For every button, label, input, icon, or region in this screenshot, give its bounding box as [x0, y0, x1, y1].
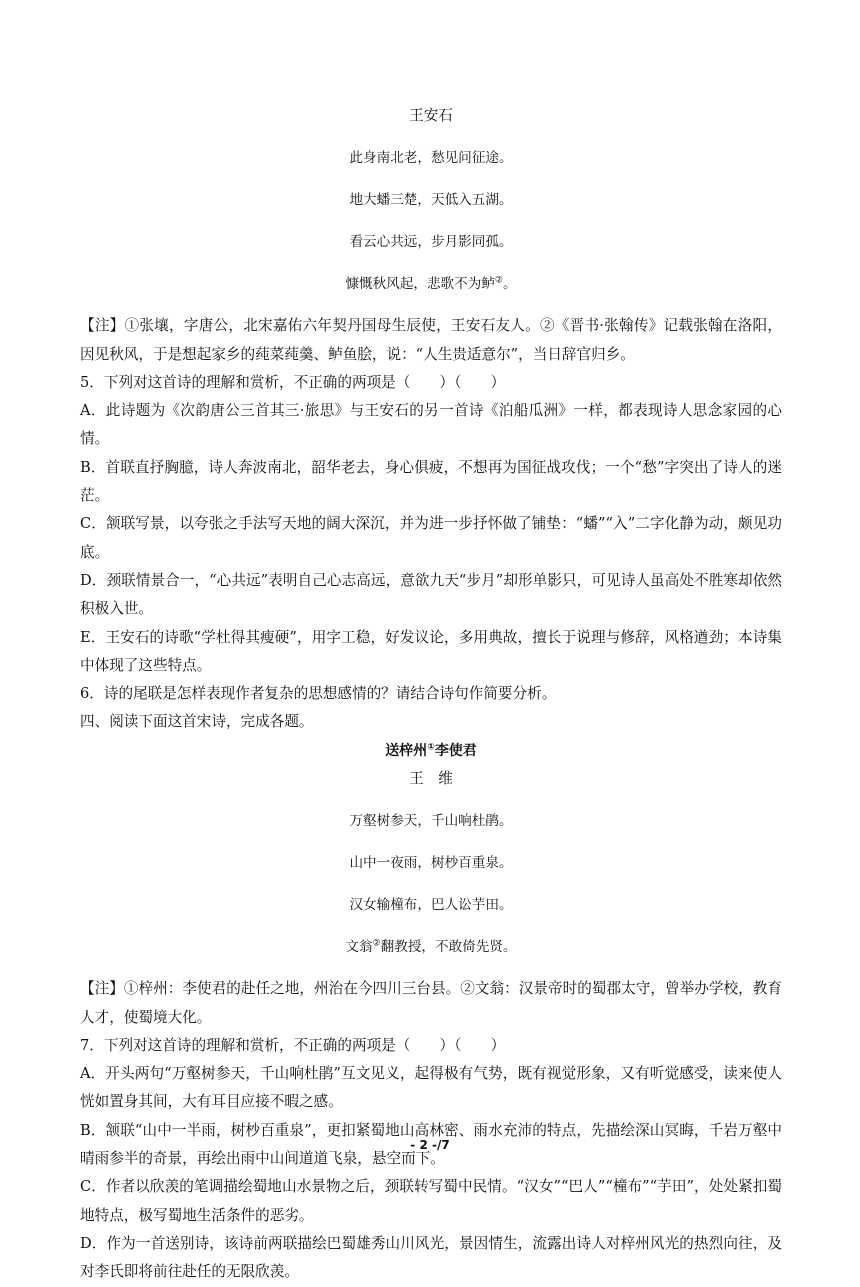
- poem2-body: [80, 807, 782, 962]
- question-5-option-c: C．颔联写景，以夸张之手法写天地的阔大深沉，并为进一步抒怀做了铺垫：“蟠”“入”二字化静为动，颇见功底。: [80, 515, 782, 561]
- poem2-note: 【注】①梓州：李使君的赴任之地，州治在今四川三台县。②文翁：汉景帝时的蜀郡太守，曾举办学校，教育人才，使蜀境大化。: [80, 980, 782, 1026]
- question-7-option-a: A．开头两句“万壑树参天，千山响杜鹃”互文见义，起得极有气势，既有视觉形象，又有听觉感受，读来使人恍如置身其间，大有耳目应接不暇之感。: [80, 1065, 782, 1111]
- poem2-title-end: 李使君: [434, 742, 477, 759]
- page-content: [80, 100, 782, 1287]
- poem1-author: 王安石: [409, 107, 453, 124]
- poem2-line: 万壑树参天，千山响杜鹃。: [349, 812, 513, 829]
- footnote-marker: ②: [372, 938, 381, 949]
- footnote-marker: ②: [494, 275, 503, 286]
- poem2-title: [80, 737, 782, 765]
- poem1-last-line-end: 。: [503, 276, 517, 293]
- question-5-option-a: A．此诗题为《次韵唐公三首其三·旅思》与王安石的另一首诗《泊船瓜洲》一样，都表现诗人思念家园的心情。: [80, 402, 782, 448]
- question-5-stem: 5．下列对这首诗的理解和赏析，不正确的两项是（ ）（ ）: [80, 373, 506, 391]
- poem1-note: 【注】①张壤，字唐公，北宋嘉佑六年契丹国母生辰使，王安石友人。②《晋书·张翰传》记载张翰在洛阳，因见秋风，于是想起家乡的莼菜莼羹、鲈鱼脍，说：“人生贵适意尔”，当日辞官归乡。: [80, 317, 782, 363]
- question-5-option-b: B．首联直抒胸臆，诗人奔波南北，韶华老去，身心俱疲，不想再为国征战攻伐；一个“愁”字突出了诗人的迷茫。: [80, 458, 782, 505]
- question-6: 6．诗的尾联是怎样表现作者复杂的思想感情的？请结合诗句作简要分析。: [80, 685, 557, 703]
- poem1-line: 地大蟠三楚，天低入五湖。: [349, 191, 513, 208]
- question-7-stem: 7．下列对这首诗的理解和赏析，不正确的两项是（ ）（ ）: [80, 1036, 506, 1054]
- poem2-last-line-text: 文翁: [345, 939, 373, 956]
- question-7-option-d: D．作为一首送别诗，该诗前两联描绘巴蜀雄秀山川风光，景因情生，流露出诗人对梓州风光的热烈向往，及对李氏即将前往赴任的无限欣羡。: [80, 1234, 782, 1281]
- poem2-author: 王 维: [409, 770, 453, 788]
- poem2-line: 山中一夜雨，树杪百重泉。: [349, 855, 513, 871]
- poem1-line: 此身南北老，愁见问征途。: [349, 149, 513, 166]
- poem1-body: [80, 144, 782, 299]
- poem1-last-line: [80, 270, 782, 299]
- question-7-option-b: B．颔联“山中一半雨，树杪百重泉”，更扣紧蜀地山高林密、雨水充沛的特点，先描绘深山冥晦，千岩万壑中晴雨参半的奇景，再绘出雨中山间道道飞泉，悬空而下。: [80, 1121, 782, 1168]
- poem1-line: 看云心共远，步月影同孤。: [349, 234, 513, 251]
- question-7-option-c: C．作者以欣羡的笔调描绘蜀地山水景物之后，颈联转写蜀中民情。“汉女”“巴人”“橦布”“芋田”，处处紧扣蜀地特点，极写蜀地生活条件的恶劣。: [80, 1178, 782, 1224]
- poem2-last-line: [80, 933, 782, 962]
- section-4-heading: 四、阅读下面这首宋诗，完成各题。: [80, 713, 314, 731]
- question-5-option-d: D．颈联情景合一，“心共远”表明自己心志高远，意欲九天“步月”却形单影只，可见诗人虽高处不胜寒却依然积极入世。: [80, 571, 782, 618]
- question-5-option-e: E．王安石的诗歌“学杜得其瘦硬”，用字工稳，好发议论，多用典故，擅长于说理与修辞，风格遒劲；本诗集中体现了这些特点。: [80, 628, 782, 674]
- poem2-title-text: 送梓州: [385, 742, 428, 759]
- poem2-line: 汉女输橦布，巴人讼芋田。: [349, 897, 513, 914]
- poem2-last-line-end: 翻教授，不敢倚先贤。: [380, 939, 517, 956]
- footnote-marker: ①: [427, 742, 435, 753]
- page-number: - 2 -/7: [410, 1138, 450, 1152]
- poem1-last-line-text: 慷慨秋风起，悲歌不为鲈: [345, 276, 495, 293]
